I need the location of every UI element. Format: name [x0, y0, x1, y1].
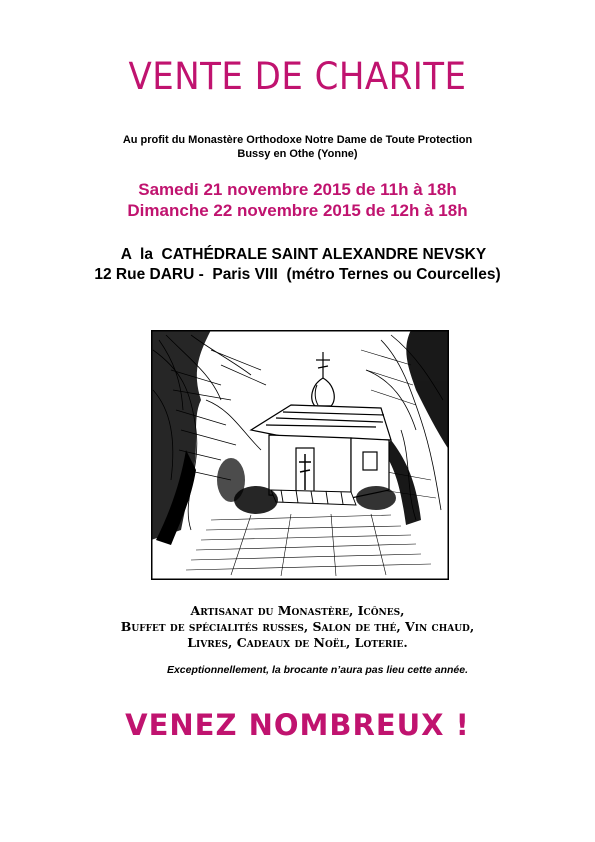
event-dates — [0, 179, 595, 221]
offerings-line-2: Buffet de spécialités russes, Salon de thé, Vin chaud, — [120, 619, 475, 634]
call-to-action: VENEZ NOMBREUX ! — [125, 708, 470, 742]
beneficiary-info — [0, 133, 595, 161]
venue-name: A la CATHÉDRALE SAINT ALEXANDRE NEVSKY — [120, 246, 487, 263]
beneficiary-location: Bussy en Othe (Yonne) — [237, 148, 358, 160]
beneficiary-line: Au profit du Monastère Orthodoxe Notre Dame de Toute Protection — [122, 134, 473, 146]
poster-title: VENTE DE CHARITE — [128, 55, 467, 98]
chapel-illustration — [151, 330, 449, 580]
date-saturday: Samedi 21 novembre 2015 de 11h à 18h — [138, 180, 457, 199]
brocante-note-text: Exceptionnellement, la brocante n’aura pas lieu cette année. — [166, 664, 469, 676]
offerings-line-3: Livres, Cadeaux de Noël, Loterie. — [187, 635, 408, 650]
date-sunday: Dimanche 22 novembre 2015 de 12h à 18h — [127, 201, 468, 220]
event-offerings — [0, 603, 595, 651]
venue-info — [0, 245, 595, 285]
offerings-line-1: Artisanat du Monastère, Icônes, — [190, 603, 405, 618]
brocante-note — [0, 664, 595, 676]
venue-address: 12 Rue DARU - Paris VIII (métro Ternes ou Courcelles) — [94, 266, 501, 283]
